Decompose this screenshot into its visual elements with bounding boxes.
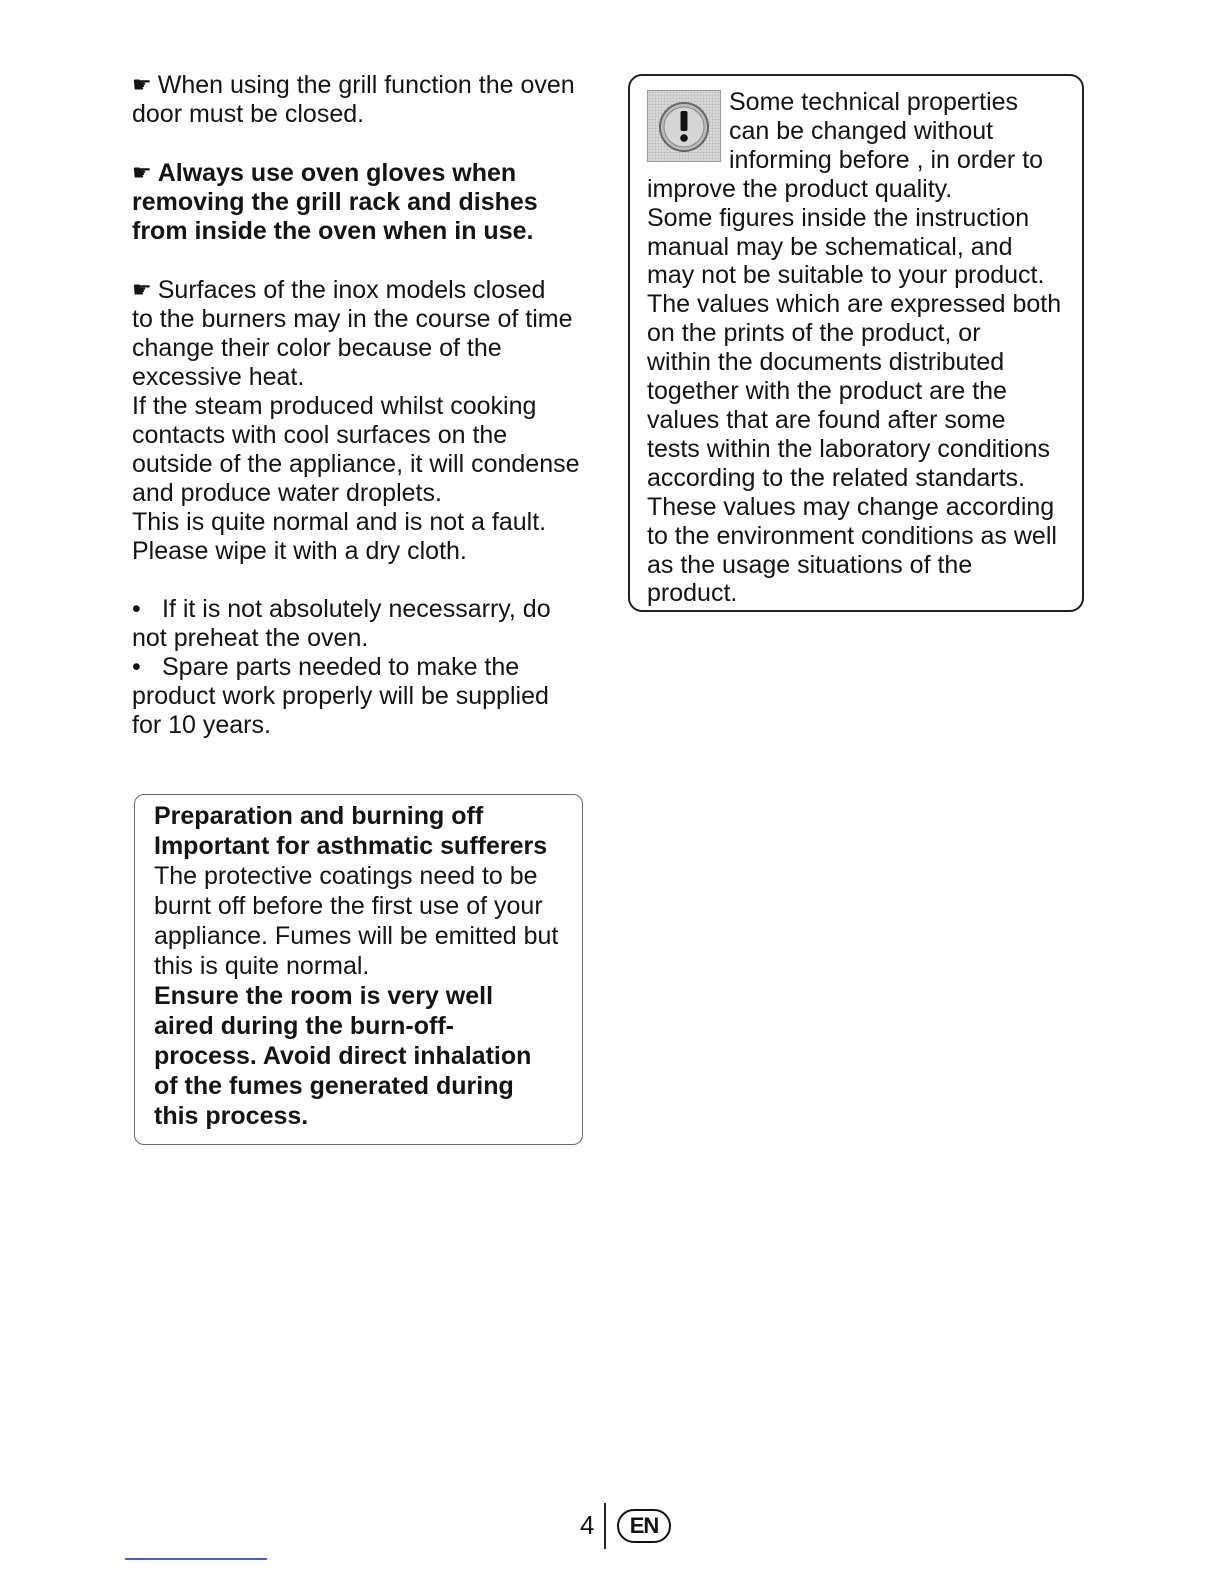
left-column xyxy=(132,70,602,740)
pointing-hand-icon: ☛ xyxy=(132,72,152,97)
footer-divider xyxy=(604,1503,606,1549)
preparation-notice-box xyxy=(134,794,583,1145)
prep-body-line: The protective coatings need to be xyxy=(154,862,538,890)
note-gloves: ☛ Always use oven gloves when removing the grill rack and dishes from inside the oven when in use. xyxy=(132,159,538,245)
bullet-list: • If it is not absolutely necessarry, do not preheat the oven. • Spare parts needed to make the product work properly will be supplied for 10 years. xyxy=(132,595,551,739)
footer-rule xyxy=(125,1558,267,1560)
technical-info-box: Some technical properties can be changed without informing before , in order to improve the product quality. Some figures inside the instruction manual may be schematical, and may not be suitable to your product. The values which are expressed both on the prints of the product, or within the documents distributed together with the product are the values that are found after some tests within the laboratory conditions according to the related standarts. These values may change according to the environment conditions as well as the usage situations of the product. xyxy=(628,74,1084,612)
bullet-symbol: • xyxy=(132,653,141,681)
prep-warning-line: of the fumes generated during xyxy=(154,1072,514,1100)
note-inox: ☛ Surfaces of the inox models closed to the burners may in the course of time change their color because of the excessive heat. If the steam produced whilst cooking contacts with cool surfaces on the outside of the appliance, it will condense and produce water droplets. This is quite normal and is not a fault. Please wipe it with a dry cloth. xyxy=(132,276,580,565)
note-grill: ☛ When using the grill function the oven door must be closed. xyxy=(132,71,575,128)
prep-body-line: burnt off before the first use of your xyxy=(154,892,543,920)
pointing-hand-icon: ☛ xyxy=(132,160,152,185)
exclamation-warning-icon xyxy=(647,90,721,162)
prep-warning-line: process. Avoid direct inhalation xyxy=(154,1042,532,1070)
prep-body-line: this is quite normal. xyxy=(154,952,370,980)
prep-warning-line: aired during the burn-off- xyxy=(154,1012,454,1040)
page-footer xyxy=(560,1503,700,1549)
page-number: 4 xyxy=(580,1510,595,1540)
prep-body-line: appliance. Fumes will be emitted but xyxy=(154,922,559,950)
pointing-hand-icon: ☛ xyxy=(132,277,152,302)
language-badge: EN xyxy=(617,1509,671,1543)
prep-warning-line: this process. xyxy=(154,1102,309,1130)
prep-heading: Preparation and burning off xyxy=(154,802,484,830)
bullet-symbol: • xyxy=(132,595,141,623)
prep-subheading: Important for asthmatic sufferers xyxy=(154,832,548,860)
prep-warning-line: Ensure the room is very well xyxy=(154,982,494,1010)
